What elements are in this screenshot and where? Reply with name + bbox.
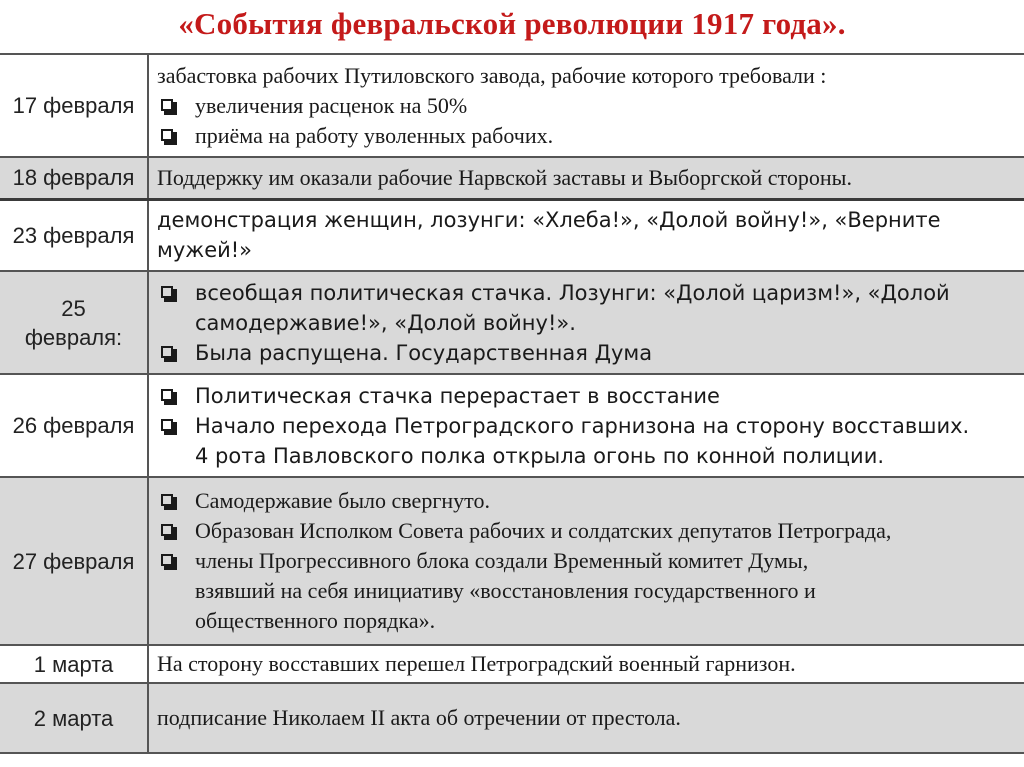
events-table xyxy=(0,53,1024,754)
list-item xyxy=(157,121,1018,151)
date-cell: 27 февраля xyxy=(0,477,148,645)
table-row xyxy=(0,477,1024,645)
list-item xyxy=(157,411,1018,441)
table-row xyxy=(0,54,1024,157)
description-cell xyxy=(148,477,1024,645)
page-title: «События февральской революции 1917 года». xyxy=(178,6,846,41)
row-text: Поддержку им оказали рабочие Нарвской заставы и Выборгской стороны. xyxy=(157,164,852,190)
list-item xyxy=(157,338,1018,368)
table-row xyxy=(0,157,1024,199)
description-cell xyxy=(148,199,1024,271)
list-item xyxy=(157,278,1018,308)
bullet-text: приёма на работу уволенных рабочих. xyxy=(195,122,554,148)
date-line: февраля: xyxy=(24,324,123,350)
date-cell: 26 февраля xyxy=(0,374,148,477)
checkbox-bullet-icon xyxy=(161,129,173,141)
description-cell xyxy=(148,374,1024,477)
bullet-text: Начало перехода Петроградского гарнизона на сторону восставших. xyxy=(195,413,970,438)
bullet-text: Была распущена. Государственная Дума xyxy=(195,340,653,365)
list-item xyxy=(157,486,1018,516)
date-cell: 17 февраля xyxy=(0,54,148,157)
checkbox-bullet-icon xyxy=(161,524,173,536)
table-row xyxy=(0,199,1024,271)
bullet-continuation: самодержавие!», «Долой войну!». xyxy=(195,310,576,335)
date-cell: 1 марта xyxy=(0,645,148,683)
description-cell xyxy=(148,645,1024,683)
bullet-continuation: 4 рота Павловского полка открыла огонь по конной полиции. xyxy=(195,443,885,468)
row-text: подписание Николаем II акта об отречении от престола. xyxy=(157,705,681,730)
date-cell: 23 февраля xyxy=(0,199,148,271)
bullet-continuation: общественного порядка». xyxy=(195,608,436,633)
bullet-text: всеобщая политическая стачка. Лозунги: «Долой царизм!», «Долой xyxy=(195,280,950,305)
date-cell xyxy=(0,271,148,374)
bullet-text: члены Прогрессивного блока создали Временный комитет Думы, xyxy=(195,548,809,573)
description-cell xyxy=(148,54,1024,157)
list-item xyxy=(157,516,1018,546)
checkbox-bullet-icon xyxy=(161,346,173,358)
checkbox-bullet-icon xyxy=(161,389,173,401)
bullet-text: Политическая стачка перерастает в восстание xyxy=(195,383,720,408)
date-line: 25 xyxy=(61,295,86,321)
table-row xyxy=(0,683,1024,753)
description-cell xyxy=(148,271,1024,374)
table-row xyxy=(0,271,1024,374)
row-text-line: мужей!» xyxy=(157,238,253,263)
list-item xyxy=(157,546,1018,576)
list-item xyxy=(157,91,1018,121)
checkbox-bullet-icon xyxy=(161,99,173,111)
date-cell: 18 февраля xyxy=(0,157,148,199)
checkbox-bullet-icon xyxy=(161,286,173,298)
row-text-line: демонстрация женщин, лозунги: «Хлеба!», «Долой войну!», «Верните xyxy=(157,208,941,233)
checkbox-bullet-icon xyxy=(161,419,173,431)
description-cell xyxy=(148,157,1024,199)
table-row xyxy=(0,645,1024,683)
checkbox-bullet-icon xyxy=(161,494,173,506)
row-text: На сторону восставших перешел Петроградский военный гарнизон. xyxy=(157,651,796,676)
row-intro-text: забастовка рабочих Путиловского завода, рабочие которого требовали : xyxy=(157,62,827,88)
description-cell xyxy=(148,683,1024,753)
bullet-text: Самодержавие было свергнуто. xyxy=(195,488,490,513)
table-row xyxy=(0,374,1024,477)
bullet-continuation: взявший на себя инициативу «восстановления государственного и xyxy=(195,578,816,603)
list-item xyxy=(157,381,1018,411)
date-cell: 2 марта xyxy=(0,683,148,753)
bullet-text: увеличения расценок на 50% xyxy=(195,92,468,118)
checkbox-bullet-icon xyxy=(161,554,173,566)
bullet-text: Образован Исполком Совета рабочих и солдатских депутатов Петрограда, xyxy=(195,518,892,543)
